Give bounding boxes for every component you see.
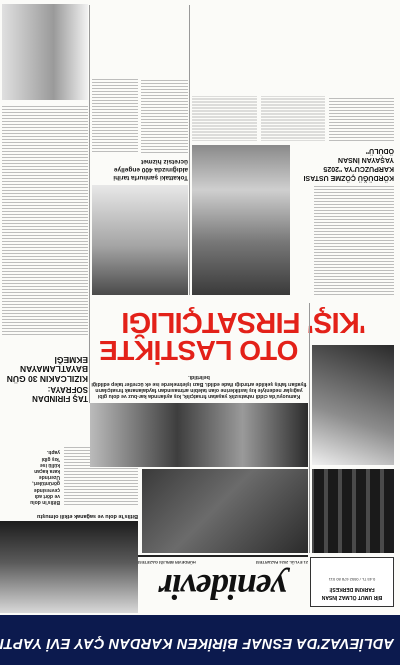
main-story-photo-strip — [90, 403, 308, 467]
masthead-issue: 21 EYLÜL 2024 PAZARTESİ — [255, 560, 308, 565]
masthead-logo: yenidevir — [159, 567, 287, 607]
lower-story-body — [92, 5, 188, 153]
right-story-photo — [2, 4, 88, 100]
masthead-photo — [0, 521, 138, 613]
lower-story-headline-1: Tokattaki şanlıurfa tarihi — [113, 174, 188, 181]
price-box — [310, 557, 394, 607]
left-story-photo-top — [312, 345, 394, 465]
left-story-photo — [192, 145, 290, 295]
ad-photo-tires — [312, 469, 394, 553]
column-rule — [89, 5, 90, 403]
masthead-tagline: HÜRDEVİR BİRLİĞİ GAZETESİ — [138, 560, 196, 565]
top-left-story-headline: Bitlis'te dolu ve sağanak etkili olmuştu — [37, 513, 138, 519]
price-box-line-2: FARKINI DERKESİ! — [329, 586, 375, 592]
left-story-body-top — [314, 185, 394, 295]
column-rule — [309, 303, 310, 553]
lower-story-headline-2: aldığınızda 400 engellye — [113, 166, 188, 173]
masthead-rule — [138, 556, 308, 558]
left-story-body — [192, 5, 394, 141]
left-story-headline-2: KARPUZCU'YA "2025 — [323, 165, 394, 172]
main-story-photo-top — [142, 469, 308, 553]
price-box-line-3: 0.45 TL / 0552 678 80 011 — [328, 577, 376, 582]
top-headline: ADLİEVAZ'DA ESNAF BİRİKEN KARDAN ÇAY EVİ YAPTI — [0, 635, 394, 651]
right-story-body — [2, 105, 88, 335]
main-headline-line-2: 'KIŞ' FIRSATÇILIĞI — [122, 306, 366, 338]
left-story-headline-3: YAŞAYAN İNSAN — [337, 156, 394, 163]
column-rule — [189, 5, 190, 295]
left-story-headline-1: KÖRDÜĞÜ ÇÖZME USTASI — [303, 174, 394, 181]
right-story-headline: KIZILCAKIN 30 GÜN BAYATLAMAYAN EKMEĞİ — [6, 355, 88, 384]
main-headline-line-1: OTO LASTİKTE — [99, 335, 299, 366]
price-box-line-1: BİR UMUT ÖLMAZ İNSAN — [321, 594, 383, 600]
top-left-story-lines: Bitlis'in dolu ve dört adı çevresinde görüntüleri, Üzerinde kara kaçan küllü ise 'kış gibi yaptı. — [30, 449, 60, 505]
lower-story-photo — [92, 185, 188, 295]
left-story-headline-4: ÖDÜLÜ" — [365, 147, 394, 154]
right-story-kicker: TAŞ FIRINDAN SOFRAYA: — [32, 385, 88, 403]
main-deck: Kamuoyu'da ciddi rahatsızlık yaşatan fırsatçılık, kış ayılarında kar-buz ve dolu gibi yağışlar nedeniyle kış lastiklerine olan talebin artmasından faydalanarak fırsatçıların fiyatları fahiş şekilde artırdığı ifade edildi. Bazı işletmelerde ise ek ücretler talep edildiği belirtildi. — [91, 374, 307, 399]
lower-story-headline-3: ücretsiz hizmet — [141, 158, 188, 165]
